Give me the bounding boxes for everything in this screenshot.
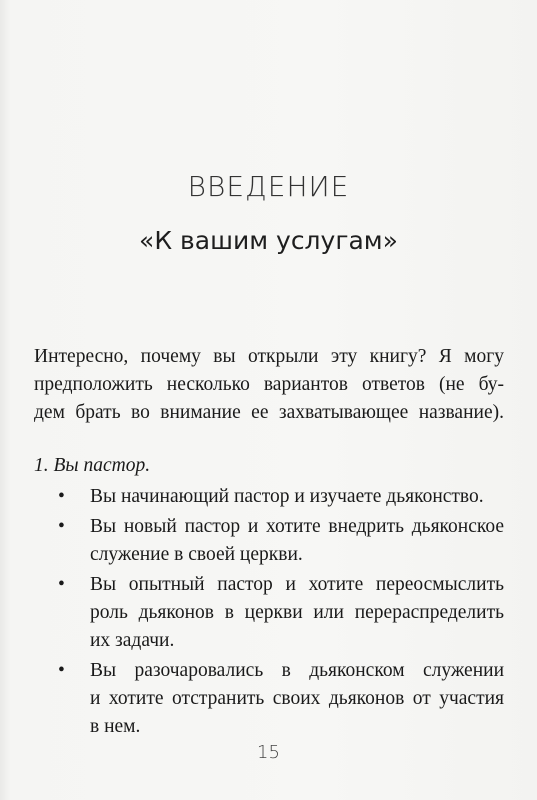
bullet-list	[34, 483, 504, 743]
list-item	[34, 513, 504, 569]
list-item-line: Вы опытный пастор и хотите переосмыслить	[90, 574, 504, 595]
list-item	[34, 657, 504, 741]
intro-line: Интересно, почему вы открыли эту книгу? Я могу	[34, 346, 504, 367]
list-item-line: Вы начинающий пастор и изучаете дьяконство.	[90, 486, 484, 507]
bullet-icon: •	[58, 516, 65, 537]
list-item	[34, 483, 504, 511]
intro-line: предположить несколько вариантов ответов (не бу-	[34, 374, 504, 395]
list-item-line: в нем.	[90, 716, 141, 737]
list-item-line: и хотите отстранить своих дьяконов от участия	[90, 688, 504, 709]
chapter-title: ВВЕДЕНИЕ	[187, 170, 350, 203]
list-item-line: служение в своей церкви.	[90, 544, 303, 565]
chapter-subtitle: «К вашим услугам»	[139, 226, 398, 255]
bullet-icon: •	[58, 574, 65, 595]
list-item-line: их задачи.	[90, 630, 175, 651]
section-heading: 1. Вы пастор.	[34, 455, 151, 476]
intro-paragraph	[34, 343, 504, 427]
list-item	[34, 571, 504, 655]
page-number: 15	[257, 742, 280, 763]
list-item-line: роль дьяконов в церкви или перераспределить	[90, 602, 504, 623]
list-item-line: Вы новый пастор и хотите внедрить дьяконское	[90, 516, 504, 537]
intro-line: дем брать во внимание ее захватывающее название).	[34, 402, 504, 423]
list-item-line: Вы разочаровались в дьяконском служении	[90, 660, 504, 681]
bullet-icon: •	[58, 660, 65, 681]
bullet-icon: •	[58, 486, 65, 507]
